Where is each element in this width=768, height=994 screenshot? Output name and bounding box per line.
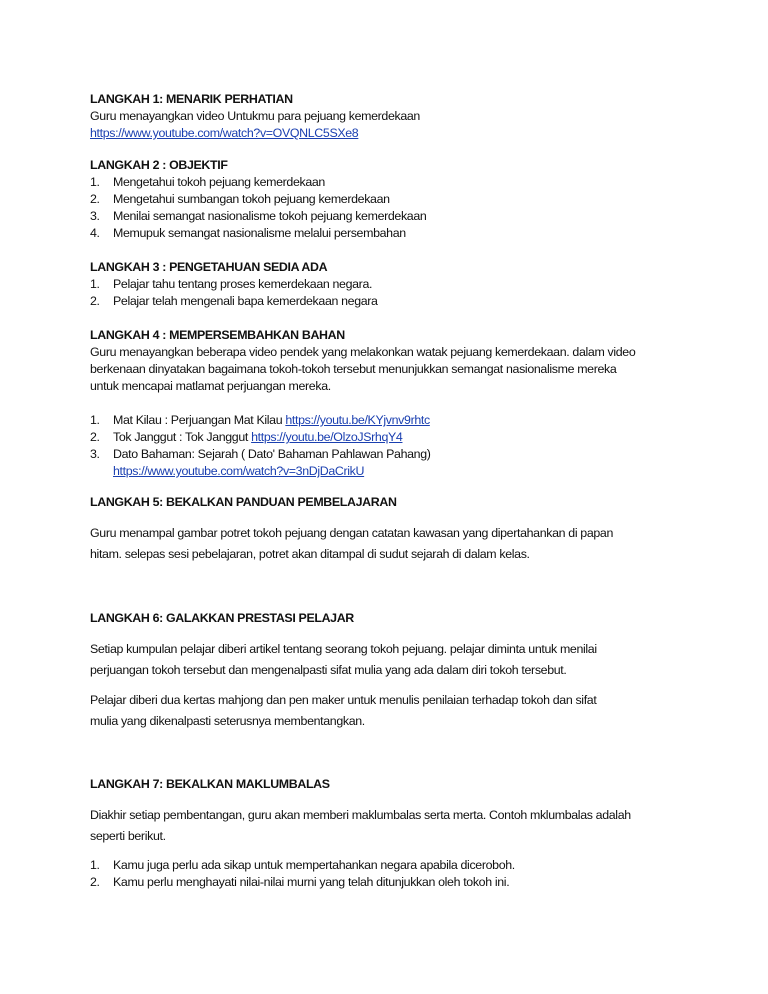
list-item — [90, 874, 690, 891]
step6-heading: LANGKAH 6: GALAKKAN PRESTASI PELAJAR — [90, 611, 354, 625]
list-item — [90, 276, 690, 293]
step6-section — [90, 610, 690, 732]
step3-knowledge-list — [90, 276, 690, 310]
step4-section — [90, 327, 690, 480]
step6-paragraph-line: Pelajar diberi dua kertas mahjong dan pen maker untuk menulis penilaian terhadap tokoh dan sifat — [90, 693, 597, 707]
list-text: Pelajar tahu tentang proses kemerdekaan negara. — [113, 277, 373, 291]
list-number: 4. — [90, 226, 100, 240]
step4-heading: LANGKAH 4 : MEMPERSEMBAHKAN BAHAN — [90, 328, 345, 342]
step5-paragraph-line: hitam. selepas sesi pebelajaran, potret akan ditampal di sudut sejarah di dalam kelas. — [90, 547, 530, 561]
step7-feedback-list — [90, 857, 690, 891]
list-item — [90, 412, 690, 429]
list-number: 2. — [90, 430, 100, 444]
step5-heading: LANGKAH 5: BEKALKAN PANDUAN PEMBELAJARAN — [90, 495, 397, 509]
list-text: Memupuk semangat nasionalisme melalui persembahan — [113, 226, 406, 240]
step4-paragraph-line: berkenaan dinyatakan bagaimana tokoh-tokoh tersebut menunjukkan semangat nasionalisme mereka — [90, 362, 617, 376]
mat-kilau-video-link[interactable]: https://youtu.be/KYjvnv9rhtc — [285, 413, 430, 427]
step7-paragraph-line: seperti berikut. — [90, 829, 166, 843]
step4-paragraph-line: Guru menayangkan beberapa video pendek yang melakonkan watak pejuang kemerdekaan. dalam video — [90, 345, 636, 359]
list-text: Tok Janggut : Tok Janggut — [113, 430, 252, 444]
step6-paragraph-line: perjuangan tokoh tersebut dan mengenalpasti sifat mulia yang ada dalam diri tokoh tersebut. — [90, 663, 567, 677]
list-item — [90, 446, 690, 480]
tok-janggut-video-link[interactable]: https://youtu.be/OlzoJSrhqY4 — [251, 430, 403, 444]
list-text: Mat Kilau : Perjuangan Mat Kilau — [113, 413, 286, 427]
list-number: 1. — [90, 277, 100, 291]
step6-paragraph-line: Setiap kumpulan pelajar diberi artikel tentang seorang tokoh pejuang. pelajar diminta untuk menilai — [90, 642, 597, 656]
step3-heading: LANGKAH 3 : PENGETAHUAN SEDIA ADA — [90, 260, 328, 274]
list-number: 2. — [90, 294, 100, 308]
step4-paragraph-line: untuk mencapai matlamat perjuangan mereka. — [90, 379, 331, 393]
step2-objective-list — [90, 174, 690, 242]
list-text: Mengetahui sumbangan tokoh pejuang kemerdekaan — [113, 192, 390, 206]
step1-section — [90, 91, 690, 142]
step6-paragraph-line: mulia yang dikenalpasti seterusnya membentangkan. — [90, 714, 365, 728]
list-text: Menilai semangat nasionalisme tokoh pejuang kemerdekaan — [113, 209, 427, 223]
list-text: Kamu perlu menghayati nilai-nilai murni yang telah ditunjukkan oleh tokoh ini. — [113, 875, 510, 889]
step3-section — [90, 259, 690, 310]
list-item — [90, 429, 690, 446]
list-number: 3. — [90, 447, 100, 461]
list-number: 3. — [90, 209, 100, 223]
list-number: 1. — [90, 413, 100, 427]
list-item — [90, 208, 690, 225]
step7-heading: LANGKAH 7: BEKALKAN MAKLUMBALAS — [90, 777, 330, 791]
list-number: 1. — [90, 858, 100, 872]
step1-text: Guru menayangkan video Untukmu para pejuang kemerdekaan — [90, 109, 420, 123]
dato-bahaman-video-link[interactable]: https://www.youtube.com/watch?v=3nDjDaCrikU — [113, 464, 365, 478]
list-item — [90, 225, 690, 242]
list-text: Mengetahui tokoh pejuang kemerdekaan — [113, 175, 325, 189]
list-item — [90, 191, 690, 208]
step7-section — [90, 776, 690, 891]
list-item — [90, 174, 690, 191]
step1-video-link[interactable]: https://www.youtube.com/watch?v=OVQNLC5SXe8 — [90, 126, 359, 140]
list-item — [90, 857, 690, 874]
step5-section — [90, 494, 690, 565]
step4-video-list — [90, 412, 690, 480]
list-text: Dato Bahaman: Sejarah ( Dato' Bahaman Pahlawan Pahang) — [113, 447, 431, 461]
list-text: Kamu juga perlu ada sikap untuk mempertahankan negara apabila diceroboh. — [113, 858, 515, 872]
list-number: 1. — [90, 175, 100, 189]
step2-heading: LANGKAH 2 : OBJEKTIF — [90, 158, 228, 172]
step7-paragraph-line: Diakhir setiap pembentangan, guru akan memberi maklumbalas serta merta. Contoh mklumbalas adalah — [90, 808, 631, 822]
list-text: Pelajar telah mengenali bapa kemerdekaan negara — [113, 294, 378, 308]
list-item — [90, 293, 690, 310]
list-number: 2. — [90, 192, 100, 206]
step5-paragraph-line: Guru menampal gambar potret tokoh pejuang dengan catatan kawasan yang dipertahankan di papan — [90, 526, 614, 540]
step2-section — [90, 157, 690, 242]
step1-heading: LANGKAH 1: MENARIK PERHATIAN — [90, 92, 293, 106]
list-number: 2. — [90, 875, 100, 889]
